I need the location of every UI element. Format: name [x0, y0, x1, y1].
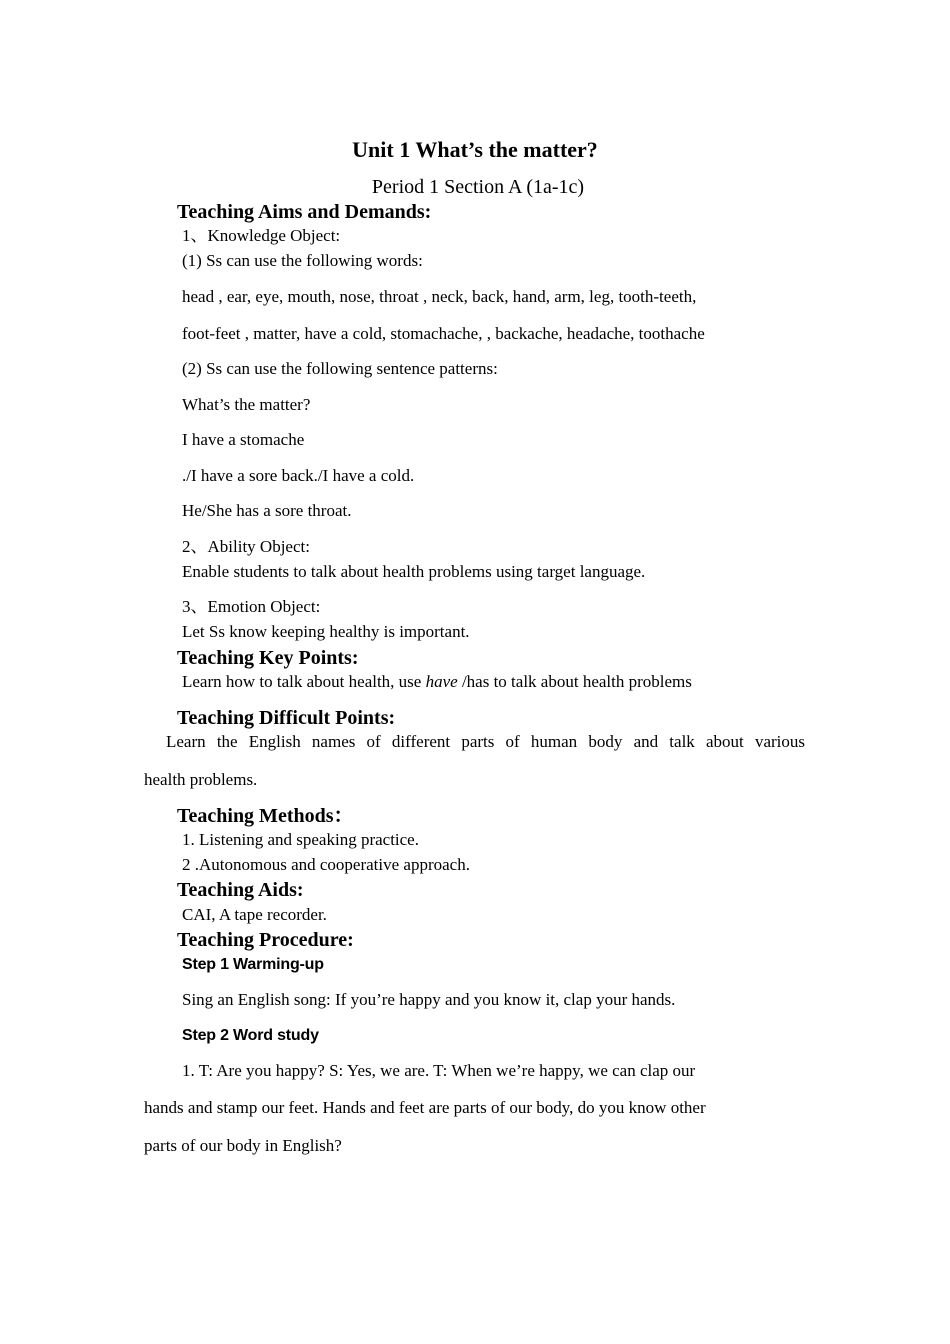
- key-points-text: [182, 672, 692, 692]
- difficult-points-heading: Teaching Difficult Points:: [177, 707, 396, 729]
- methods-item-1: 1. Listening and speaking practice.: [182, 830, 419, 849]
- difficult-points-line-2: health problems.: [144, 770, 258, 789]
- step-1-text: Sing an English song: If you’re happy and you know it, clap your hands.: [182, 990, 676, 1009]
- aims-heading: Teaching Aims and Demands:: [177, 201, 432, 223]
- pattern-3: ./I have a sore back./I have a cold.: [182, 466, 415, 485]
- step-2-line-2: hands and stamp our feet. Hands and feet are parts of our body, do you know other: [144, 1098, 706, 1117]
- knowledge-object-label: 1、Knowledge Object:: [182, 226, 341, 245]
- aids-text: CAI, A tape recorder.: [182, 905, 327, 924]
- methods-heading: Teaching Methods：: [177, 805, 354, 827]
- key-points-heading: Teaching Key Points:: [177, 647, 359, 669]
- ability-object-label: 2、Ability Object:: [182, 537, 310, 556]
- document-title: Unit 1 What’s the matter?: [352, 137, 598, 162]
- words-line-2: foot-feet , matter, have a cold, stomachache, , backache, headache, toothache: [182, 324, 705, 343]
- ability-object-text: Enable students to talk about health problems using target language.: [182, 562, 646, 581]
- document-subtitle: Period 1 Section A (1a-1c): [371, 176, 585, 198]
- aids-heading: Teaching Aids:: [177, 879, 304, 901]
- step-2-title: Step 2 Word study: [182, 1027, 319, 1044]
- step-2-line-1: 1. T: Are you happy? S: Yes, we are. T: When we’re happy, we can clap our: [182, 1061, 696, 1080]
- procedure-heading: Teaching Procedure:: [177, 929, 354, 951]
- words-line-1: head , ear, eye, mouth, nose, throat , neck, back, hand, arm, leg, tooth-teeth,: [182, 287, 697, 306]
- pattern-4: He/She has a sore throat.: [182, 501, 352, 520]
- emotion-object-label: 3、Emotion Object:: [182, 597, 321, 616]
- key-points-emphasis: have: [425, 672, 458, 691]
- pattern-1: What’s the matter?: [182, 395, 311, 414]
- methods-item-2: 2 .Autonomous and cooperative approach.: [182, 855, 470, 874]
- emotion-object-text: Let Ss know keeping healthy is important.: [182, 622, 470, 641]
- step-2-line-3: parts of our body in English?: [144, 1136, 342, 1155]
- words-intro: (1) Ss can use the following words:: [182, 251, 423, 270]
- difficult-points-line-1: Learn the English names of different parts of human body and talk about various: [166, 732, 805, 751]
- step-1-title: Step 1 Warming-up: [182, 956, 324, 973]
- key-points-text-end: /has to talk about health problems: [457, 672, 692, 691]
- patterns-intro: (2) Ss can use the following sentence patterns:: [182, 359, 498, 378]
- pattern-2: I have a stomache: [182, 430, 305, 449]
- key-points-text-start: Learn how to talk about health, use: [182, 672, 426, 691]
